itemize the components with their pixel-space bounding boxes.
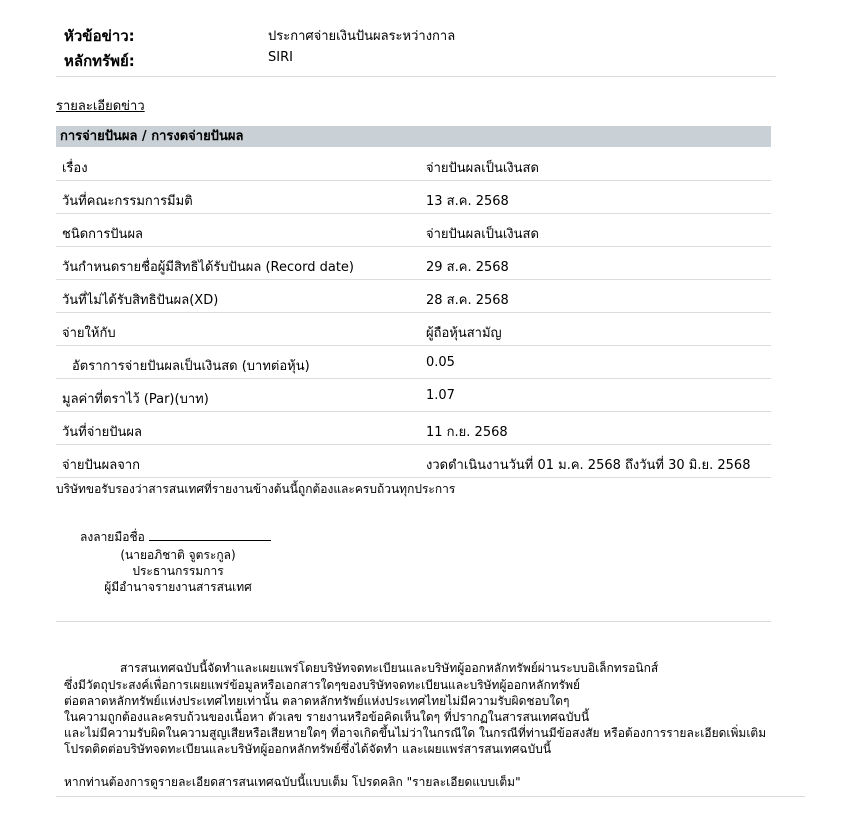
table-row <box>56 214 771 247</box>
dividend-section-header: การจ่ายปันผล / การงดจ่ายปันผล <box>56 126 771 147</box>
table-row <box>56 346 771 379</box>
signature-divider <box>56 621 771 622</box>
table-row <box>56 445 771 478</box>
row-label: วันที่คณะกรรมการมีมติ <box>62 194 193 209</box>
row-value: ผู้ถือหุ้นสามัญ <box>426 326 502 341</box>
signatory-name: (นายอภิชาติ จูตระกูล) <box>120 548 236 562</box>
row-label: วันที่จ่ายปันผล <box>62 425 143 440</box>
table-row <box>56 280 771 313</box>
signature-underline <box>149 528 271 541</box>
signature-line <box>80 528 271 547</box>
sign-label: ลงลายมือชื่อ <box>80 530 145 544</box>
security-value: SIRI <box>268 50 293 65</box>
row-label: จ่ายให้กับ <box>62 326 116 341</box>
security-label: หลักทรัพย์: <box>64 52 135 70</box>
disclaimer-line: ต่อตลาดหลักทรัพย์แห่งประเทศไทยเท่านั้น ตลาดหลักทรัพย์แห่งประเทศไทยไม่มีความรับผิดชอบใดๆ <box>64 694 570 708</box>
row-label: มูลค่าที่ตราไว้ (Par)(บาท) <box>62 392 209 407</box>
full-detail-prompt[interactable]: หากท่านต้องการดูรายละเอียดสารสนเทศฉบับนี้แบบเต็ม โปรดคลิก "รายละเอียดแบบเต็ม" <box>64 775 521 789</box>
news-topic-label: หัวข้อข่าว: <box>64 27 135 45</box>
signatory-authority: ผู้มีอำนาจรายงานสารสนเทศ <box>104 580 252 594</box>
disclaimer-line: สารสนเทศฉบับนี้จัดทำและเผยแพร่โดยบริษัทจดทะเบียนและบริษัทผู้ออกหลักทรัพย์ผ่านระบบอิเล็กทรอนิกส์ <box>120 661 659 675</box>
table-row <box>56 148 771 181</box>
table-row <box>56 247 771 280</box>
signatory-position: ประธานกรรมการ <box>132 564 224 578</box>
row-value: 13 ส.ค. 2568 <box>426 194 509 209</box>
news-topic-value: ประกาศจ่ายเงินปันผลระหว่างกาล <box>268 29 456 44</box>
row-value: จ่ายปันผลเป็นเงินสด <box>426 227 539 242</box>
row-label: จ่ายปันผลจาก <box>62 458 141 473</box>
row-value: 29 ส.ค. 2568 <box>426 260 509 275</box>
row-value: 1.07 <box>426 388 455 403</box>
row-label: วันที่ไม่ได้รับสิทธิปันผล(XD) <box>62 293 219 308</box>
row-value: 28 ส.ค. 2568 <box>426 293 509 308</box>
row-label: อัตราการจ่ายปันผลเป็นเงินสด (บาทต่อหุ้น) <box>72 359 310 374</box>
disclaimer-line: และไม่มีความรับผิดในความสูญเสียหรือเสียหายใดๆ ที่อาจเกิดขึ้นไม่ว่าในกรณีใด ในกรณีที่ท่านมีข้อสงสัย หรือต้องการรายละเอียดเพิ่มเติม <box>64 726 767 740</box>
row-value: 0.05 <box>426 355 455 370</box>
row-label: เรื่อง <box>62 161 88 176</box>
header-divider <box>56 76 776 77</box>
row-value: 11 ก.ย. 2568 <box>426 425 508 440</box>
certification-text: บริษัทขอรับรองว่าสารสนเทศที่รายงานข้างต้นนี้ถูกต้องและครบถ้วนทุกประการ <box>56 482 456 496</box>
news-detail-link[interactable]: รายละเอียดข่าว <box>56 99 145 114</box>
footer-divider <box>56 796 805 797</box>
table-row <box>56 313 771 346</box>
row-label: วันกำหนดรายชื่อผู้มีสิทธิได้รับปันผล (Record date) <box>62 260 354 275</box>
disclaimer-line: โปรดติดต่อบริษัทจดทะเบียนและบริษัทผู้ออกหลักทรัพย์ซึ่งได้จัดทำ และเผยแพร่สารสนเทศฉบับนี้ <box>64 742 552 756</box>
row-value: จ่ายปันผลเป็นเงินสด <box>426 161 539 176</box>
table-row <box>56 412 771 445</box>
table-row <box>56 379 771 412</box>
row-label: ชนิดการปันผล <box>62 227 144 242</box>
table-row <box>56 181 771 214</box>
row-value: งวดดำเนินงานวันที่ 01 ม.ค. 2568 ถึงวันที่ 30 มิ.ย. 2568 <box>426 458 751 473</box>
disclaimer-line: ในความถูกต้องและครบถ้วนของเนื้อหา ตัวเลข รายงานหรือข้อคิดเห็นใดๆ ที่ปรากฏในสารสนเทศฉบับนี้ <box>64 710 590 724</box>
disclaimer-line: ซึ่งมีวัตถุประสงค์เพื่อการเผยแพร่ข้อมูลหรือเอกสารใดๆของบริษัทจดทะเบียนและบริษัทผู้ออกหลักทรัพย์ <box>64 678 581 692</box>
